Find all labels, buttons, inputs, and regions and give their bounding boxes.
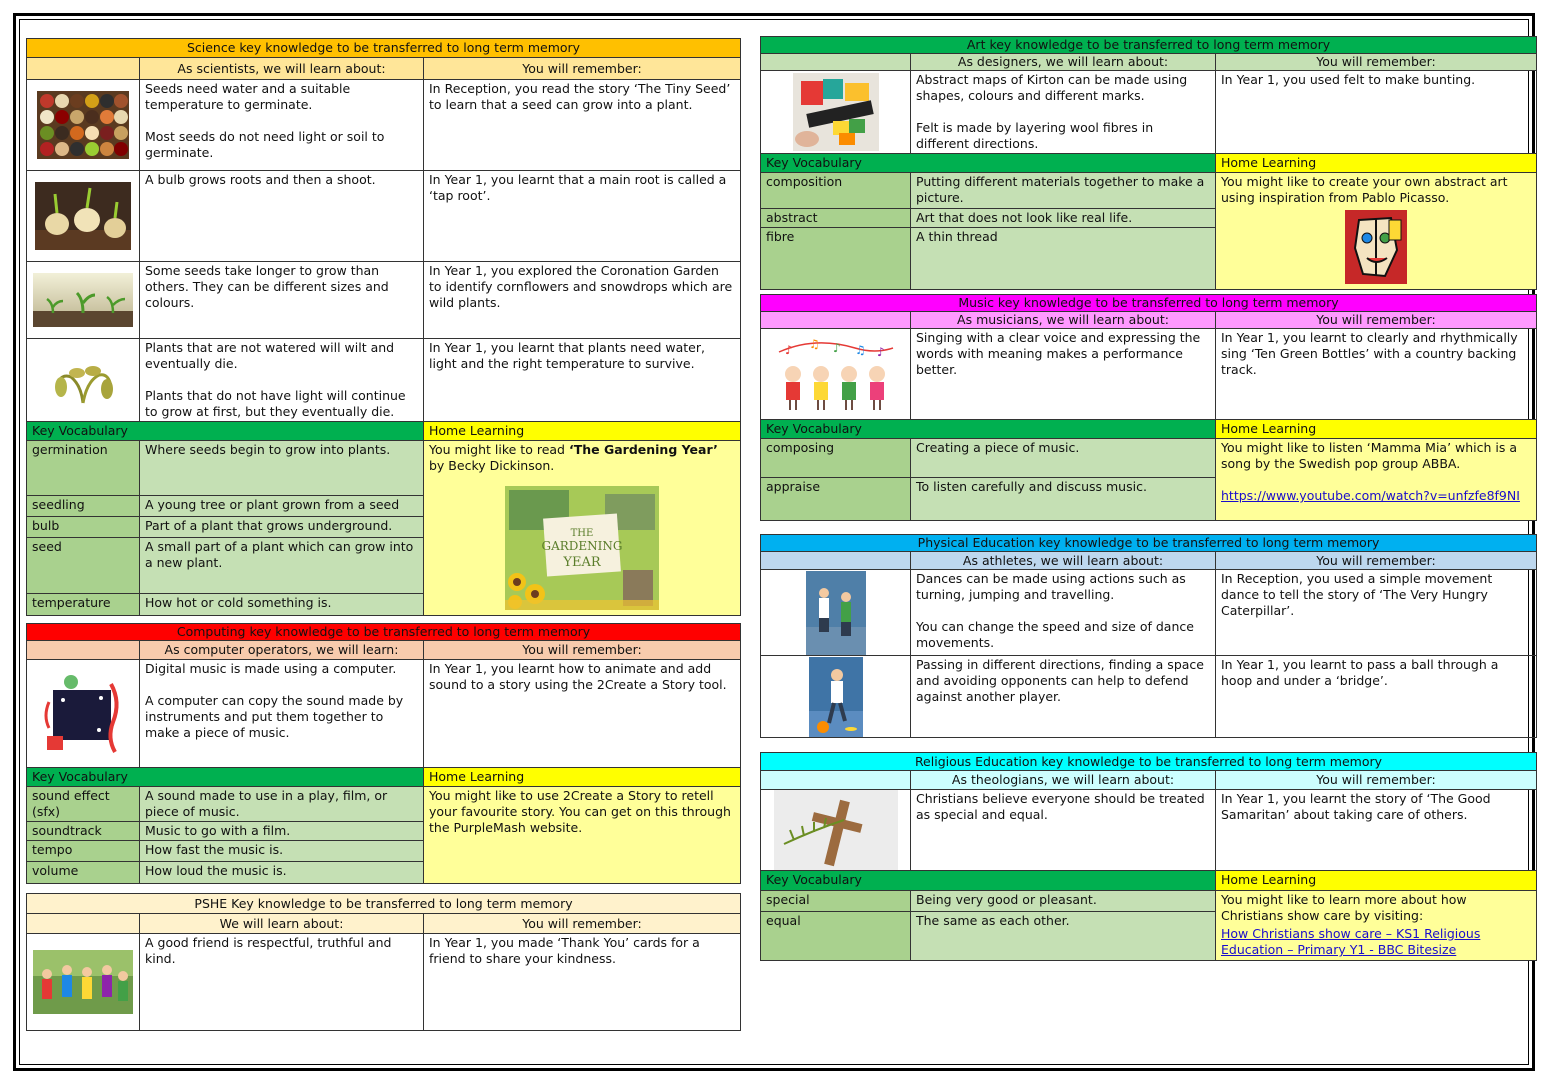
art-learn: Abstract maps of Kirton can be made using shapes, colours and different marks. Felt is made by layering wool fibres in different directions. <box>911 71 1216 154</box>
book-title-line-3: YEAR <box>563 555 601 570</box>
music-col-remember: You will remember: <box>1216 312 1537 329</box>
wilted-plant-image <box>27 339 140 422</box>
science-col-remember: You will remember: <box>424 58 741 80</box>
vocab-definition: Part of a plant that grows underground. <box>140 516 424 538</box>
music-subheader-blank <box>761 312 911 329</box>
bulb-image <box>27 171 140 262</box>
computing-vocab-title: Key Vocabulary <box>27 768 424 787</box>
pshe-remember: In Year 1, you made ‘Thank You’ cards for a friend to share your kindness. <box>424 934 741 1031</box>
vocab-word: bulb <box>27 516 140 538</box>
pshe-col-learn: We will learn about: <box>140 914 424 934</box>
re-title: Religious Education key knowledge to be transferred to long term memory <box>761 753 1537 771</box>
science-learn-3: Some seeds take longer to grow than others. They can be different sizes and colours. <box>140 262 424 339</box>
music-remember: In Year 1, you learnt to clearly and rhythmically sing ‘Ten Green Bottles’ with a country backing track. <box>1216 329 1537 420</box>
vocab-word: fibre <box>761 227 911 289</box>
computing-learn: Digital music is made using a computer. A computer can copy the sound made by instruments and put them together to make a piece of music. <box>140 660 424 768</box>
pe-title: Physical Education key knowledge to be transferred to long term memory <box>761 535 1537 552</box>
science-learn-4: Plants that are not watered will wilt and eventually die. Plants that do not have light will continue to grow at first, but they eventually die. <box>140 339 424 422</box>
ball-passing-image <box>761 656 911 738</box>
vocab-word: appraise <box>761 478 911 521</box>
vocab-word: special <box>761 891 911 912</box>
pshe-title: PSHE Key knowledge to be transferred to long term memory <box>27 894 741 914</box>
vocab-definition: Music to go with a film. <box>140 822 424 841</box>
computing-section <box>26 623 740 878</box>
science-learn-1: Seeds need water and a suitable temperature to germinate. Most seeds do not need light or soil to germinate. <box>140 80 424 171</box>
vocab-word: germination <box>27 441 140 496</box>
vocab-word: equal <box>761 912 911 961</box>
science-learn-2: A bulb grows roots and then a shoot. <box>140 171 424 262</box>
vocab-word: seedling <box>27 495 140 516</box>
re-learn: Christians believe everyone should be treated as special and equal. <box>911 790 1216 871</box>
music-home-title: Home Learning <box>1216 420 1537 439</box>
bbc-bitesize-link[interactable]: How Christians show care – KS1 Religious Education – Primary Y1 - BBC Bitesize <box>1221 926 1481 957</box>
computing-col-remember: You will remember: <box>424 641 741 660</box>
re-home-learning: You might like to learn more about how Christians show care by visiting: How Christians show care – KS1 Religious Education – Primary Y1 - BBC Bitesize <box>1216 891 1537 961</box>
science-remember-2: In Year 1, you learnt that a main root is called a ‘tap root’. <box>424 171 741 262</box>
music-learn: Singing with a clear voice and expressing the words with meaning makes a performance better. <box>911 329 1216 420</box>
re-col-learn: As theologians, we will learn about: <box>911 771 1216 790</box>
svg-text:♫: ♫ <box>808 337 820 351</box>
science-home-title: Home Learning <box>424 422 741 441</box>
seedlings-image <box>27 262 140 339</box>
pe-remember-1: In Reception, you used a simple movement dance to tell the story of ‘The Very Hungry Caterpillar’. <box>1216 570 1537 656</box>
vocab-definition: Art that does not look like real life. <box>911 208 1216 227</box>
pshe-section <box>26 893 740 1030</box>
art-col-learn: As designers, we will learn about: <box>911 54 1216 71</box>
vocab-word: composing <box>761 439 911 478</box>
computing-remember: In Year 1, you learnt how to animate and add sound to a story using the 2Create a Story tool. <box>424 660 741 768</box>
art-subheader-blank <box>761 54 911 71</box>
vocab-definition: To listen carefully and discuss music. <box>911 478 1216 521</box>
pe-col-learn: As athletes, we will learn about: <box>911 552 1216 570</box>
vocab-word: soundtrack <box>27 822 140 841</box>
science-section <box>26 38 740 611</box>
vocab-definition: How loud the music is. <box>140 862 424 884</box>
science-subheader-blank <box>27 58 140 80</box>
art-title: Art key knowledge to be transferred to long term memory <box>761 37 1537 54</box>
svg-text:♪: ♪ <box>876 345 885 359</box>
pshe-col-remember: You will remember: <box>424 914 741 934</box>
vocab-definition: How fast the music is. <box>140 841 424 862</box>
science-title: Science key knowledge to be transferred to long term memory <box>27 39 741 58</box>
friends-image <box>27 934 140 1031</box>
gardening-year-book-cover <box>505 486 659 610</box>
art-section <box>760 36 1536 278</box>
science-remember-3: In Year 1, you explored the Coronation Garden to identify cornflowers and snowdrops which are wild plants. <box>424 262 741 339</box>
music-home-learning: You might like to listen ‘Mamma Mia’ which is a song by the Swedish pop group ABBA. https://www.youtube.com/watch?v=unfzfe8f9NI <box>1216 439 1537 521</box>
singing-children-image <box>761 329 911 420</box>
dance-image <box>761 570 911 656</box>
vocab-word: composition <box>761 173 911 209</box>
computing-title: Computing key knowledge to be transferred to long term memory <box>27 624 741 641</box>
vocab-word: abstract <box>761 208 911 227</box>
book-title-line-1: THE <box>570 528 594 539</box>
pe-learn-1: Dances can be made using actions such as turning, jumping and travelling. You can change the speed and size of dance movements. <box>911 570 1216 656</box>
vocab-definition: Putting different materials together to make a picture. <box>911 173 1216 209</box>
computing-col-learn: As computer operators, we will learn: <box>140 641 424 660</box>
art-home-learning: You might like to create your own abstract art using inspiration from Pablo Picasso. <box>1216 173 1537 290</box>
science-vocab-title: Key Vocabulary <box>27 422 424 441</box>
vocab-definition: A young tree or plant grown from a seed <box>140 495 424 516</box>
computing-home-title: Home Learning <box>424 768 741 787</box>
computing-subheader-blank <box>27 641 140 660</box>
pe-col-remember: You will remember: <box>1216 552 1537 570</box>
vocab-definition: Where seeds begin to grow into plants. <box>140 441 424 496</box>
science-home-learning: You might like to read ‘The Gardening Year’ by Becky Dickinson. THE GARDENING YEAR <box>424 441 741 616</box>
science-col-learn: As scientists, we will learn about: <box>140 58 424 80</box>
picasso-portrait-image <box>1345 210 1407 284</box>
music-section <box>760 294 1536 518</box>
vocab-definition: Being very good or pleasant. <box>911 891 1216 912</box>
pe-subheader-blank <box>761 552 911 570</box>
art-col-remember: You will remember: <box>1216 54 1537 71</box>
pe-remember-2: In Year 1, you learnt to pass a ball through a hoop and under a ‘bridge’. <box>1216 656 1537 738</box>
re-remember: In Year 1, you learnt the story of ‘The Good Samaritan’ about taking care of others. <box>1216 790 1537 871</box>
art-vocab-title: Key Vocabulary <box>761 154 1216 173</box>
re-home-title: Home Learning <box>1216 871 1537 891</box>
vocab-definition: How hot or cold something is. <box>140 594 424 616</box>
pe-section <box>760 534 1536 736</box>
music-title: Music key knowledge to be transferred to long term memory <box>761 295 1537 312</box>
mamma-mia-link[interactable]: https://www.youtube.com/watch?v=unfzfe8f9NI <box>1221 488 1520 503</box>
cross-image <box>761 790 911 871</box>
pshe-subheader-blank <box>27 914 140 934</box>
re-section <box>760 752 1536 960</box>
seeds-image <box>27 80 140 171</box>
music-vocab-title: Key Vocabulary <box>761 420 1216 439</box>
re-subheader-blank <box>761 771 911 790</box>
svg-text:♫: ♫ <box>854 343 866 357</box>
vocab-word: sound effect (sfx) <box>27 787 140 822</box>
music-col-learn: As musicians, we will learn about: <box>911 312 1216 329</box>
re-col-remember: You will remember: <box>1216 771 1537 790</box>
pshe-learn: A good friend is respectful, truthful and kind. <box>140 934 424 1031</box>
science-remember-4: In Year 1, you learnt that plants need water, light and the right temperature to survive. <box>424 339 741 422</box>
vocab-definition: A thin thread <box>911 227 1216 289</box>
vocab-definition: Creating a piece of music. <box>911 439 1216 478</box>
vocab-definition: A sound made to use in a play, film, or piece of music. <box>140 787 424 822</box>
vocab-word: volume <box>27 862 140 884</box>
art-home-title: Home Learning <box>1216 154 1537 173</box>
vocab-definition: A small part of a plant which can grow into a new plant. <box>140 538 424 594</box>
pe-learn-2: Passing in different directions, finding a space and avoiding opponents can help to defend against another player. <box>911 656 1216 738</box>
svg-text:♪: ♪ <box>832 341 841 355</box>
digital-music-image <box>27 660 140 768</box>
art-remember: In Year 1, you used felt to make bunting. <box>1216 71 1537 154</box>
vocab-definition: The same as each other. <box>911 912 1216 961</box>
vocab-word: seed <box>27 538 140 594</box>
svg-text:♪: ♪ <box>784 343 793 357</box>
science-remember-1: In Reception, you read the story ‘The Tiny Seed’ to learn that a seed can grow into a plant. <box>424 80 741 171</box>
computing-home-learning: You might like to use 2Create a Story to retell your favourite story. You can get on this through the PurpleMash website. <box>424 787 741 884</box>
vocab-word: tempo <box>27 841 140 862</box>
felt-art-image <box>761 71 911 154</box>
book-title-line-2: GARDENING <box>541 539 623 553</box>
vocab-word: temperature <box>27 594 140 616</box>
re-vocab-title: Key Vocabulary <box>761 871 1216 891</box>
